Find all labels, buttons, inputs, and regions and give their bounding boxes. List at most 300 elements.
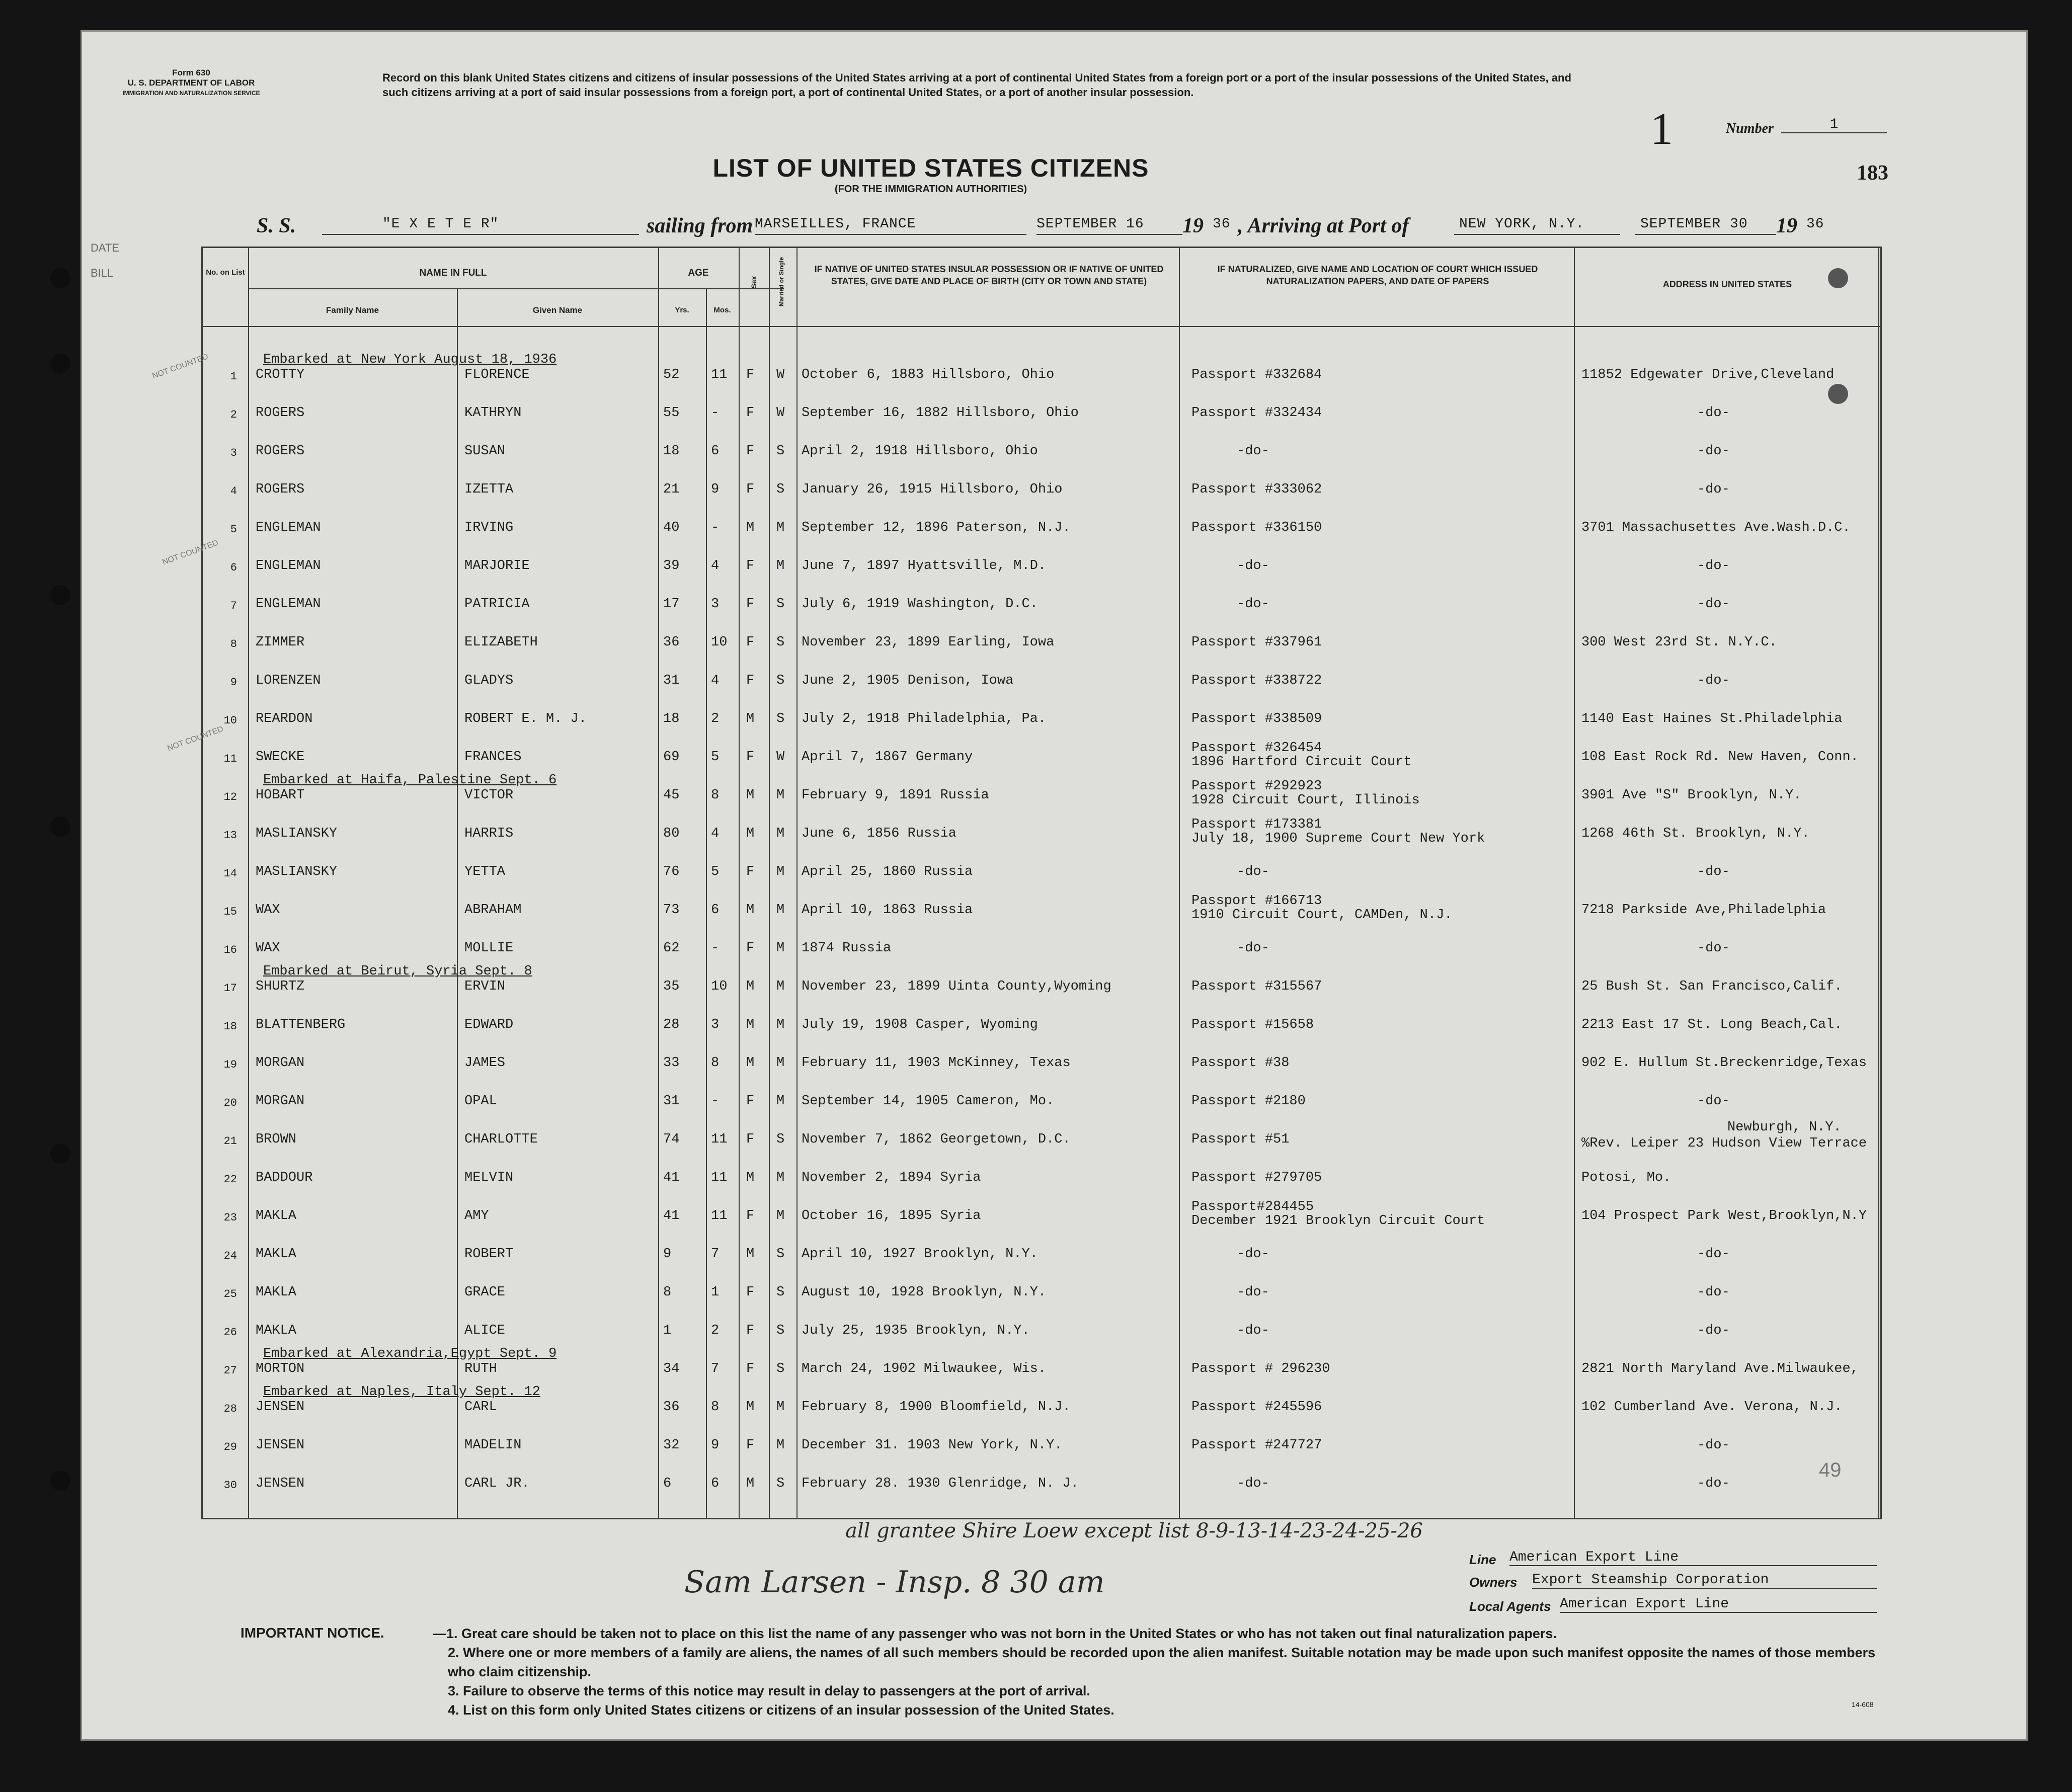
row-number: 17 [223, 982, 237, 995]
naturalization-cell: Passport #315567 [1191, 979, 1322, 994]
margin-bill-label: BILL [91, 267, 114, 279]
age-years-cell: 18 [663, 444, 680, 459]
age-months-cell: 11 [711, 1170, 728, 1185]
row-number: 16 [223, 944, 237, 956]
birth-cell: July 19, 1908 Casper, Wyoming [802, 1017, 1038, 1032]
given-name-cell: IZETTA [464, 482, 514, 497]
age-months-cell: 7 [711, 1247, 720, 1262]
marital-status-cell: S [776, 635, 785, 650]
marital-status-cell: M [776, 520, 785, 535]
age-months-cell: 11 [711, 1208, 728, 1224]
sex-cell: F [746, 635, 755, 650]
row-number: 18 [223, 1020, 237, 1033]
address-cell: Potosi, Mo. [1581, 1170, 1671, 1185]
age-years-cell: 36 [663, 635, 680, 650]
sex-cell: M [746, 1247, 755, 1262]
age-years-cell: 18 [663, 711, 680, 726]
address-cell: 2213 East 17 St. Long Beach,Cal. [1581, 1017, 1843, 1032]
birth-cell: April 25, 1860 Russia [802, 864, 973, 879]
sailing-date: SEPTEMBER 16 [1037, 216, 1144, 232]
notice-item-4: 4. List on this form only United States citizens or citizens of an insular possession of the United States. [448, 1702, 1114, 1718]
header-married-or-single: Married or Single [778, 257, 785, 307]
marital-status-cell: M [776, 1438, 785, 1453]
birth-cell: February 28. 1930 Glenridge, N. J. [802, 1476, 1079, 1491]
given-name-cell: ROBERT E. M. J. [464, 711, 587, 726]
header-sex: Sex [750, 276, 758, 289]
naturalization-court-cell: 1910 Circuit Court, CAMDen, N.J. [1191, 908, 1453, 923]
form-identifier [116, 68, 267, 98]
sex-cell: F [746, 367, 755, 382]
given-name-cell: HARRIS [464, 826, 514, 841]
age-months-cell: 3 [711, 597, 720, 612]
age-months-cell: 8 [711, 788, 720, 803]
age-years-cell: 36 [663, 1400, 680, 1415]
birth-cell: March 24, 1902 Milwaukee, Wis. [802, 1361, 1047, 1376]
sex-cell: F [746, 673, 755, 688]
header-no-on-list: No. on List [206, 268, 245, 277]
address-cell: %Rev. Leiper 23 Hudson View Terrace [1581, 1136, 1867, 1151]
naturalization-cell: Passport #332434 [1191, 405, 1322, 421]
col-divider [1574, 248, 1575, 1519]
age-months-cell: 6 [711, 1476, 720, 1491]
age-years-cell: 39 [663, 558, 680, 574]
embarkation-note: Embarked at New York August 18, 1936 [263, 352, 557, 367]
given-name-cell: GRACE [464, 1285, 506, 1300]
naturalization-cell: Passport #326454 [1191, 741, 1322, 756]
family-name-cell: JENSEN [256, 1400, 305, 1415]
header-given-name: Given Name [532, 305, 583, 315]
naturalization-cell: Passport #173381 [1191, 817, 1322, 832]
given-name-cell: RUTH [464, 1361, 497, 1376]
row-number: 30 [223, 1479, 237, 1492]
family-name-cell: REARDON [256, 711, 313, 726]
marital-status-cell: S [776, 444, 785, 459]
marital-status-cell: S [776, 1361, 785, 1376]
age-months-cell: 8 [711, 1055, 720, 1071]
arrival-date: SEPTEMBER 30 [1640, 216, 1748, 232]
birth-cell: June 6, 1856 Russia [802, 826, 957, 841]
family-name-cell: ENGLEMAN [256, 520, 321, 535]
birth-cell: October 16, 1895 Syria [802, 1208, 981, 1224]
marital-status-cell: M [776, 903, 785, 918]
naturalization-cell: Passport #247727 [1191, 1438, 1322, 1453]
naturalization-cell: -do- [1237, 941, 1269, 956]
age-years-cell: 17 [663, 597, 680, 612]
family-name-cell: ROGERS [256, 405, 305, 421]
given-name-cell: AMY [464, 1208, 489, 1224]
age-months-cell: 5 [711, 864, 720, 879]
naturalization-cell: Passport #279705 [1191, 1170, 1322, 1185]
row-number: 26 [223, 1326, 237, 1339]
punch-hole [50, 817, 70, 837]
age-years-cell: 28 [663, 1017, 680, 1032]
given-name-cell: CARL [464, 1400, 497, 1415]
age-months-cell: 10 [711, 979, 728, 994]
age-months-cell: 3 [711, 1017, 720, 1032]
address-cell: 2821 North Maryland Ave.Milwaukee, [1581, 1361, 1859, 1376]
embarkation-note: Embarked at Naples, Italy Sept. 12 [263, 1384, 540, 1400]
age-years-cell: 52 [663, 367, 680, 382]
form-number: Form 630 [172, 68, 210, 77]
ss-label: S. S. [257, 214, 296, 237]
line-label: Line [1469, 1552, 1496, 1567]
not-counted-stamp: NOT COUNTED [166, 724, 225, 753]
punch-hole [50, 268, 70, 288]
sailing-year-prefix: 19 [1182, 214, 1204, 237]
family-name-cell: MASLIANSKY [256, 826, 338, 841]
age-years-cell: 76 [663, 864, 680, 879]
row-number: 29 [223, 1441, 237, 1453]
row-number: 8 [230, 638, 237, 650]
not-counted-stamp: NOT COUNTED [161, 538, 220, 567]
marital-status-cell: S [776, 1132, 785, 1147]
address-cell: 25 Bush St. San Francisco,Calif. [1581, 979, 1843, 994]
row-number: 25 [223, 1288, 237, 1300]
given-name-cell: EDWARD [464, 1017, 514, 1032]
col-divider [769, 248, 770, 1519]
naturalization-cell: Passport #51 [1191, 1132, 1290, 1147]
given-name-cell: JAMES [464, 1055, 506, 1071]
given-name-cell: VICTOR [464, 788, 514, 803]
sex-cell: M [746, 903, 755, 918]
row-number: 13 [223, 829, 237, 842]
port-underline [755, 234, 1026, 235]
family-name-cell: JENSEN [256, 1438, 305, 1453]
age-months-cell: 4 [711, 673, 720, 688]
sex-cell: F [746, 1208, 755, 1224]
birth-cell: February 9, 1891 Russia [802, 788, 989, 803]
sex-cell: M [746, 1055, 755, 1071]
birth-cell: October 6, 1883 Hillsboro, Ohio [802, 367, 1055, 382]
sex-cell: F [746, 1094, 755, 1109]
marital-status-cell: W [776, 405, 785, 421]
family-name-cell: BLATTENBERG [256, 1017, 346, 1032]
row-number: 22 [223, 1173, 237, 1186]
naturalization-court-cell: 1896 Hartford Circuit Court [1191, 755, 1412, 770]
row-number: 15 [223, 906, 237, 918]
marital-status-cell: M [776, 864, 785, 879]
age-months-cell: 9 [711, 1438, 720, 1453]
naturalization-cell: Passport #15658 [1191, 1017, 1314, 1032]
family-name-cell: MAKLA [256, 1208, 297, 1224]
birth-cell: February 11, 1903 McKinney, Texas [802, 1055, 1071, 1071]
birth-cell: July 25, 1935 Brooklyn, N.Y. [802, 1323, 1030, 1338]
naturalization-cell: Passport #245596 [1191, 1400, 1322, 1415]
age-years-cell: 55 [663, 405, 680, 421]
inspector-signature: Sam Larsen - Insp. 8 30 am [684, 1565, 1105, 1600]
family-name-cell: MAKLA [256, 1323, 297, 1338]
birth-cell: November 23, 1899 Earling, Iowa [802, 635, 1055, 650]
given-name-cell: YETTA [464, 864, 506, 879]
page-stamp-number: 49 [1819, 1459, 1842, 1481]
sailing-year: 36 [1213, 216, 1231, 232]
row-number: 20 [223, 1097, 237, 1109]
given-name-cell: MARJORIE [464, 558, 530, 574]
address-cell: 104 Prospect Park West,Brooklyn,N.Y [1581, 1208, 1867, 1224]
age-years-cell: 35 [663, 979, 680, 994]
marital-status-cell: M [776, 1400, 785, 1415]
given-name-cell: PATRICIA [464, 597, 530, 612]
age-months-cell: 7 [711, 1361, 720, 1376]
sex-cell: F [746, 597, 755, 612]
arrival-date-underline [1635, 234, 1776, 235]
age-years-cell: 69 [663, 750, 680, 765]
naturalization-cell: Passport #338509 [1191, 711, 1322, 726]
sex-cell: F [746, 1323, 755, 1338]
address-cell: -do- [1697, 405, 1730, 421]
age-months-cell: 10 [711, 635, 728, 650]
col-divider [1878, 248, 1879, 1519]
sex-cell: F [746, 405, 755, 421]
address-cell: 7218 Parkside Ave,Philadelphia [1581, 903, 1826, 918]
naturalization-cell: Passport #292923 [1191, 779, 1322, 794]
age-years-cell: 21 [663, 482, 680, 497]
row-number: 28 [223, 1403, 237, 1415]
col-divider [739, 248, 740, 1519]
age-months-cell: - [711, 520, 720, 535]
row-number: 4 [230, 485, 237, 498]
header-birth: IF NATIVE OF UNITED STATES INSULAR POSSESSION OR IF NATIVE OF UNITED STATES, GIVE DATE AND PLACE OF BIRTH (CITY OR TOWN AND STATE) [814, 264, 1164, 286]
family-name-cell: ENGLEMAN [256, 558, 321, 574]
row-number: 3 [230, 447, 237, 459]
marital-status-cell: S [776, 1247, 785, 1262]
header-age: AGE [688, 268, 709, 278]
family-name-cell: WAX [256, 941, 280, 956]
family-name-cell: MAKLA [256, 1285, 297, 1300]
naturalization-cell: -do- [1237, 558, 1269, 574]
notice-item-2: 2. Where one or more members of a family are aliens, the names of all such members should be recorded upon the alien manifest. Suitable notation may be made upon such manifest opposite the names of those members who claim citizenship. [448, 1645, 1876, 1679]
age-years-cell: 45 [663, 788, 680, 803]
address-cell: 11852 Edgewater Drive,Cleveland [1581, 367, 1835, 382]
page-number: 183 [1857, 161, 1888, 185]
marital-status-cell: M [776, 1170, 785, 1185]
header-family-name: Family Name [326, 305, 379, 315]
sailing-label: sailing from [647, 214, 753, 237]
birth-cell: November 7, 1862 Georgetown, D.C. [802, 1132, 1071, 1147]
address-cell: -do- [1697, 482, 1730, 497]
departure-port: MARSEILLES, FRANCE [755, 216, 916, 232]
arrival-underline [1454, 234, 1620, 235]
embarkation-note: Embarked at Beirut, Syria Sept. 8 [263, 964, 532, 979]
marital-status-cell: M [776, 788, 785, 803]
col-divider [248, 248, 249, 1519]
age-months-cell: 2 [711, 711, 720, 726]
marital-status-cell: M [776, 558, 785, 574]
service-name: IMMIGRATION AND NATURALIZATION SERVICE [122, 90, 260, 97]
punch-hole [50, 585, 70, 605]
sex-cell: M [746, 520, 755, 535]
birth-cell: April 10, 1927 Brooklyn, N.Y. [802, 1247, 1038, 1262]
naturalization-cell: Passport #337961 [1191, 635, 1322, 650]
naturalization-cell: -do- [1237, 1323, 1269, 1338]
age-months-cell: 11 [711, 367, 728, 382]
marital-status-cell: M [776, 1017, 785, 1032]
marital-status-cell: M [776, 1208, 785, 1224]
arrival-year-prefix: 19 [1776, 214, 1797, 237]
sex-cell: M [746, 1400, 755, 1415]
birth-cell: February 8, 1900 Bloomfield, N.J. [802, 1400, 1071, 1415]
header-naturalized: IF NATURALIZED, GIVE NAME AND LOCATION OF COURT WHICH ISSUED NATURALIZATION PAPERS, AND DATE OF PAPERS [1217, 264, 1538, 286]
naturalization-cell: Passport#284455 [1191, 1199, 1314, 1214]
given-name-cell: MOLLIE [464, 941, 514, 956]
given-name-cell: IRVING [464, 520, 514, 535]
age-years-cell: 80 [663, 826, 680, 841]
notice-item-3: 3. Failure to observe the terms of this notice may result in delay to passengers at the port of arrival. [448, 1683, 1090, 1698]
header-subdivider [248, 288, 784, 289]
naturalization-cell: Passport # 296230 [1191, 1361, 1330, 1376]
age-years-cell: 6 [663, 1476, 672, 1491]
family-name-cell: BADDOUR [256, 1170, 313, 1185]
citizens-table [201, 247, 1882, 1519]
given-name-cell: MADELIN [464, 1438, 522, 1453]
age-years-cell: 74 [663, 1132, 680, 1147]
family-name-cell: MORGAN [256, 1055, 305, 1071]
marital-status-cell: M [776, 826, 785, 841]
birth-cell: June 7, 1897 Hyattsville, M.D. [802, 558, 1047, 574]
handwritten-summary: all grantee Shire Loew except list 8-9-13-14-23-24-25-26 [845, 1519, 1423, 1542]
punch-hole [50, 354, 70, 374]
birth-cell: 1874 Russia [802, 941, 892, 956]
birth-cell: April 10, 1863 Russia [802, 903, 973, 918]
header-divider [203, 326, 1880, 327]
age-months-cell: 4 [711, 826, 720, 841]
naturalization-cell: -do- [1237, 597, 1269, 612]
row-number: 23 [223, 1211, 237, 1224]
given-name-cell: CARL JR. [464, 1476, 530, 1491]
age-years-cell: 41 [663, 1208, 680, 1224]
given-name-cell: OPAL [464, 1094, 497, 1109]
marital-status-cell: M [776, 979, 785, 994]
address-cell: -do- [1697, 673, 1730, 688]
header-address: ADDRESS IN UNITED STATES [1662, 279, 1792, 289]
family-name-cell: MORTON [256, 1361, 305, 1376]
address-cell: -do- [1697, 1094, 1730, 1109]
sex-cell: M [746, 1170, 755, 1185]
naturalization-cell: Passport #332684 [1191, 367, 1322, 382]
ship-underline [322, 234, 639, 235]
row-number: 6 [230, 561, 237, 574]
embarkation-note: Embarked at Alexandria,Egypt Sept. 9 [263, 1346, 557, 1361]
address-cell: -do- [1697, 1323, 1730, 1338]
given-name-cell: CHARLOTTE [464, 1132, 538, 1147]
naturalization-cell: -do- [1237, 1476, 1269, 1491]
line-value: American Export Line [1509, 1550, 1877, 1566]
age-years-cell: 62 [663, 941, 680, 956]
age-months-cell: - [711, 405, 720, 421]
birth-cell: July 2, 1918 Philadelphia, Pa. [802, 711, 1047, 726]
given-name-cell: ERVIN [464, 979, 506, 994]
naturalization-cell: -do- [1237, 444, 1269, 459]
sex-cell: M [746, 826, 755, 841]
notice-item-1: —1. Great care should be taken not to place on this list the name of any passenger who was not born in the United States or who has not taken out final naturalization papers. [433, 1626, 1557, 1641]
age-years-cell: 32 [663, 1438, 680, 1453]
intro-text: Record on this blank United States citizens and citizens of insular possessions of the United States arriving at a port of continental United States from a foreign port or a port of the insular possessions of the United States, and such citizens arriving at a port of said insular possessions from a foreign port, a port of continental United States, or a port of another insular possession. [382, 71, 1571, 99]
naturalization-cell: Passport #166713 [1191, 893, 1322, 909]
address-cell: -do- [1697, 1247, 1730, 1262]
address-cell: -do- [1697, 558, 1730, 574]
sex-cell: F [746, 864, 755, 879]
sex-cell: M [746, 979, 755, 994]
sex-cell: F [746, 1361, 755, 1376]
birth-cell: June 2, 1905 Denison, Iowa [802, 673, 1014, 688]
birth-cell: September 12, 1896 Paterson, N.J. [802, 520, 1071, 535]
birth-cell: November 2, 1894 Syria [802, 1170, 981, 1185]
family-name-cell: ZIMMER [256, 635, 305, 650]
marital-status-cell: M [776, 1055, 785, 1071]
given-name-cell: GLADYS [464, 673, 514, 688]
sex-cell: M [746, 788, 755, 803]
row-number: 19 [223, 1058, 237, 1071]
given-name-cell: FRANCES [464, 750, 522, 765]
address-cell: 108 East Rock Rd. New Haven, Conn. [1581, 750, 1859, 765]
address-cell: 1268 46th St. Brooklyn, N.Y. [1581, 826, 1810, 841]
family-name-cell: JENSEN [256, 1476, 305, 1491]
age-years-cell: 33 [663, 1055, 680, 1071]
col-divider [1179, 248, 1180, 1519]
not-counted-stamp: NOT COUNTED [151, 352, 210, 381]
address-cell: -do- [1697, 444, 1730, 459]
number-label: Number [1726, 121, 1774, 136]
given-name-cell: ROBERT [464, 1247, 514, 1262]
header-name-in-full: NAME IN FULL [419, 268, 487, 278]
family-name-cell: SHURTZ [256, 979, 305, 994]
sex-cell: F [746, 444, 755, 459]
age-months-cell: 2 [711, 1323, 720, 1338]
list-number-handwritten: 1 [1650, 104, 1673, 154]
age-years-cell: 34 [663, 1361, 680, 1376]
sex-cell: F [746, 1285, 755, 1300]
naturalization-court-cell: December 1921 Brooklyn Circuit Court [1191, 1213, 1485, 1229]
owners-label: Owners [1469, 1575, 1518, 1590]
family-name-cell: SWECKE [256, 750, 305, 765]
arrival-year: 36 [1806, 216, 1824, 232]
row-number: 7 [230, 600, 237, 612]
address-cell: 902 E. Hullum St.Breckenridge,Texas [1581, 1055, 1867, 1071]
age-months-cell: 11 [711, 1132, 728, 1147]
naturalization-cell: Passport #38 [1191, 1055, 1290, 1071]
address-cell: -do- [1697, 864, 1730, 879]
family-name-cell: MAKLA [256, 1247, 297, 1262]
family-name-cell: HOBART [256, 788, 305, 803]
date-underline [1037, 234, 1182, 235]
age-years-cell: 40 [663, 520, 680, 535]
marital-status-cell: W [776, 750, 785, 765]
birth-cell: November 23, 1899 Uinta County,Wyoming [802, 979, 1111, 994]
given-name-cell: ELIZABETH [464, 635, 538, 650]
form-code: 14-608 [1852, 1700, 1874, 1708]
family-name-cell: ENGLEMAN [256, 597, 321, 612]
given-name-cell: KATHRYN [464, 405, 522, 421]
age-months-cell: 8 [711, 1400, 720, 1415]
row-number: 5 [230, 523, 237, 536]
sex-cell: M [746, 1017, 755, 1032]
given-name-cell: ABRAHAM [464, 903, 522, 918]
row-number: 27 [223, 1364, 237, 1377]
marital-status-cell: S [776, 597, 785, 612]
birth-cell: January 26, 1915 Hillsboro, Ohio [802, 482, 1063, 497]
age-years-cell: 41 [663, 1170, 680, 1185]
row-number: 2 [230, 409, 237, 421]
given-name-cell: MELVIN [464, 1170, 514, 1185]
owners-value: Export Steamship Corporation [1532, 1572, 1877, 1589]
marital-status-cell: S [776, 711, 785, 726]
row-number: 11 [223, 753, 237, 765]
age-months-cell: - [711, 941, 720, 956]
naturalization-cell: Passport #338722 [1191, 673, 1322, 688]
sex-cell: F [746, 941, 755, 956]
naturalization-court-cell: July 18, 1900 Supreme Court New York [1191, 831, 1485, 846]
age-months-cell: 5 [711, 750, 720, 765]
